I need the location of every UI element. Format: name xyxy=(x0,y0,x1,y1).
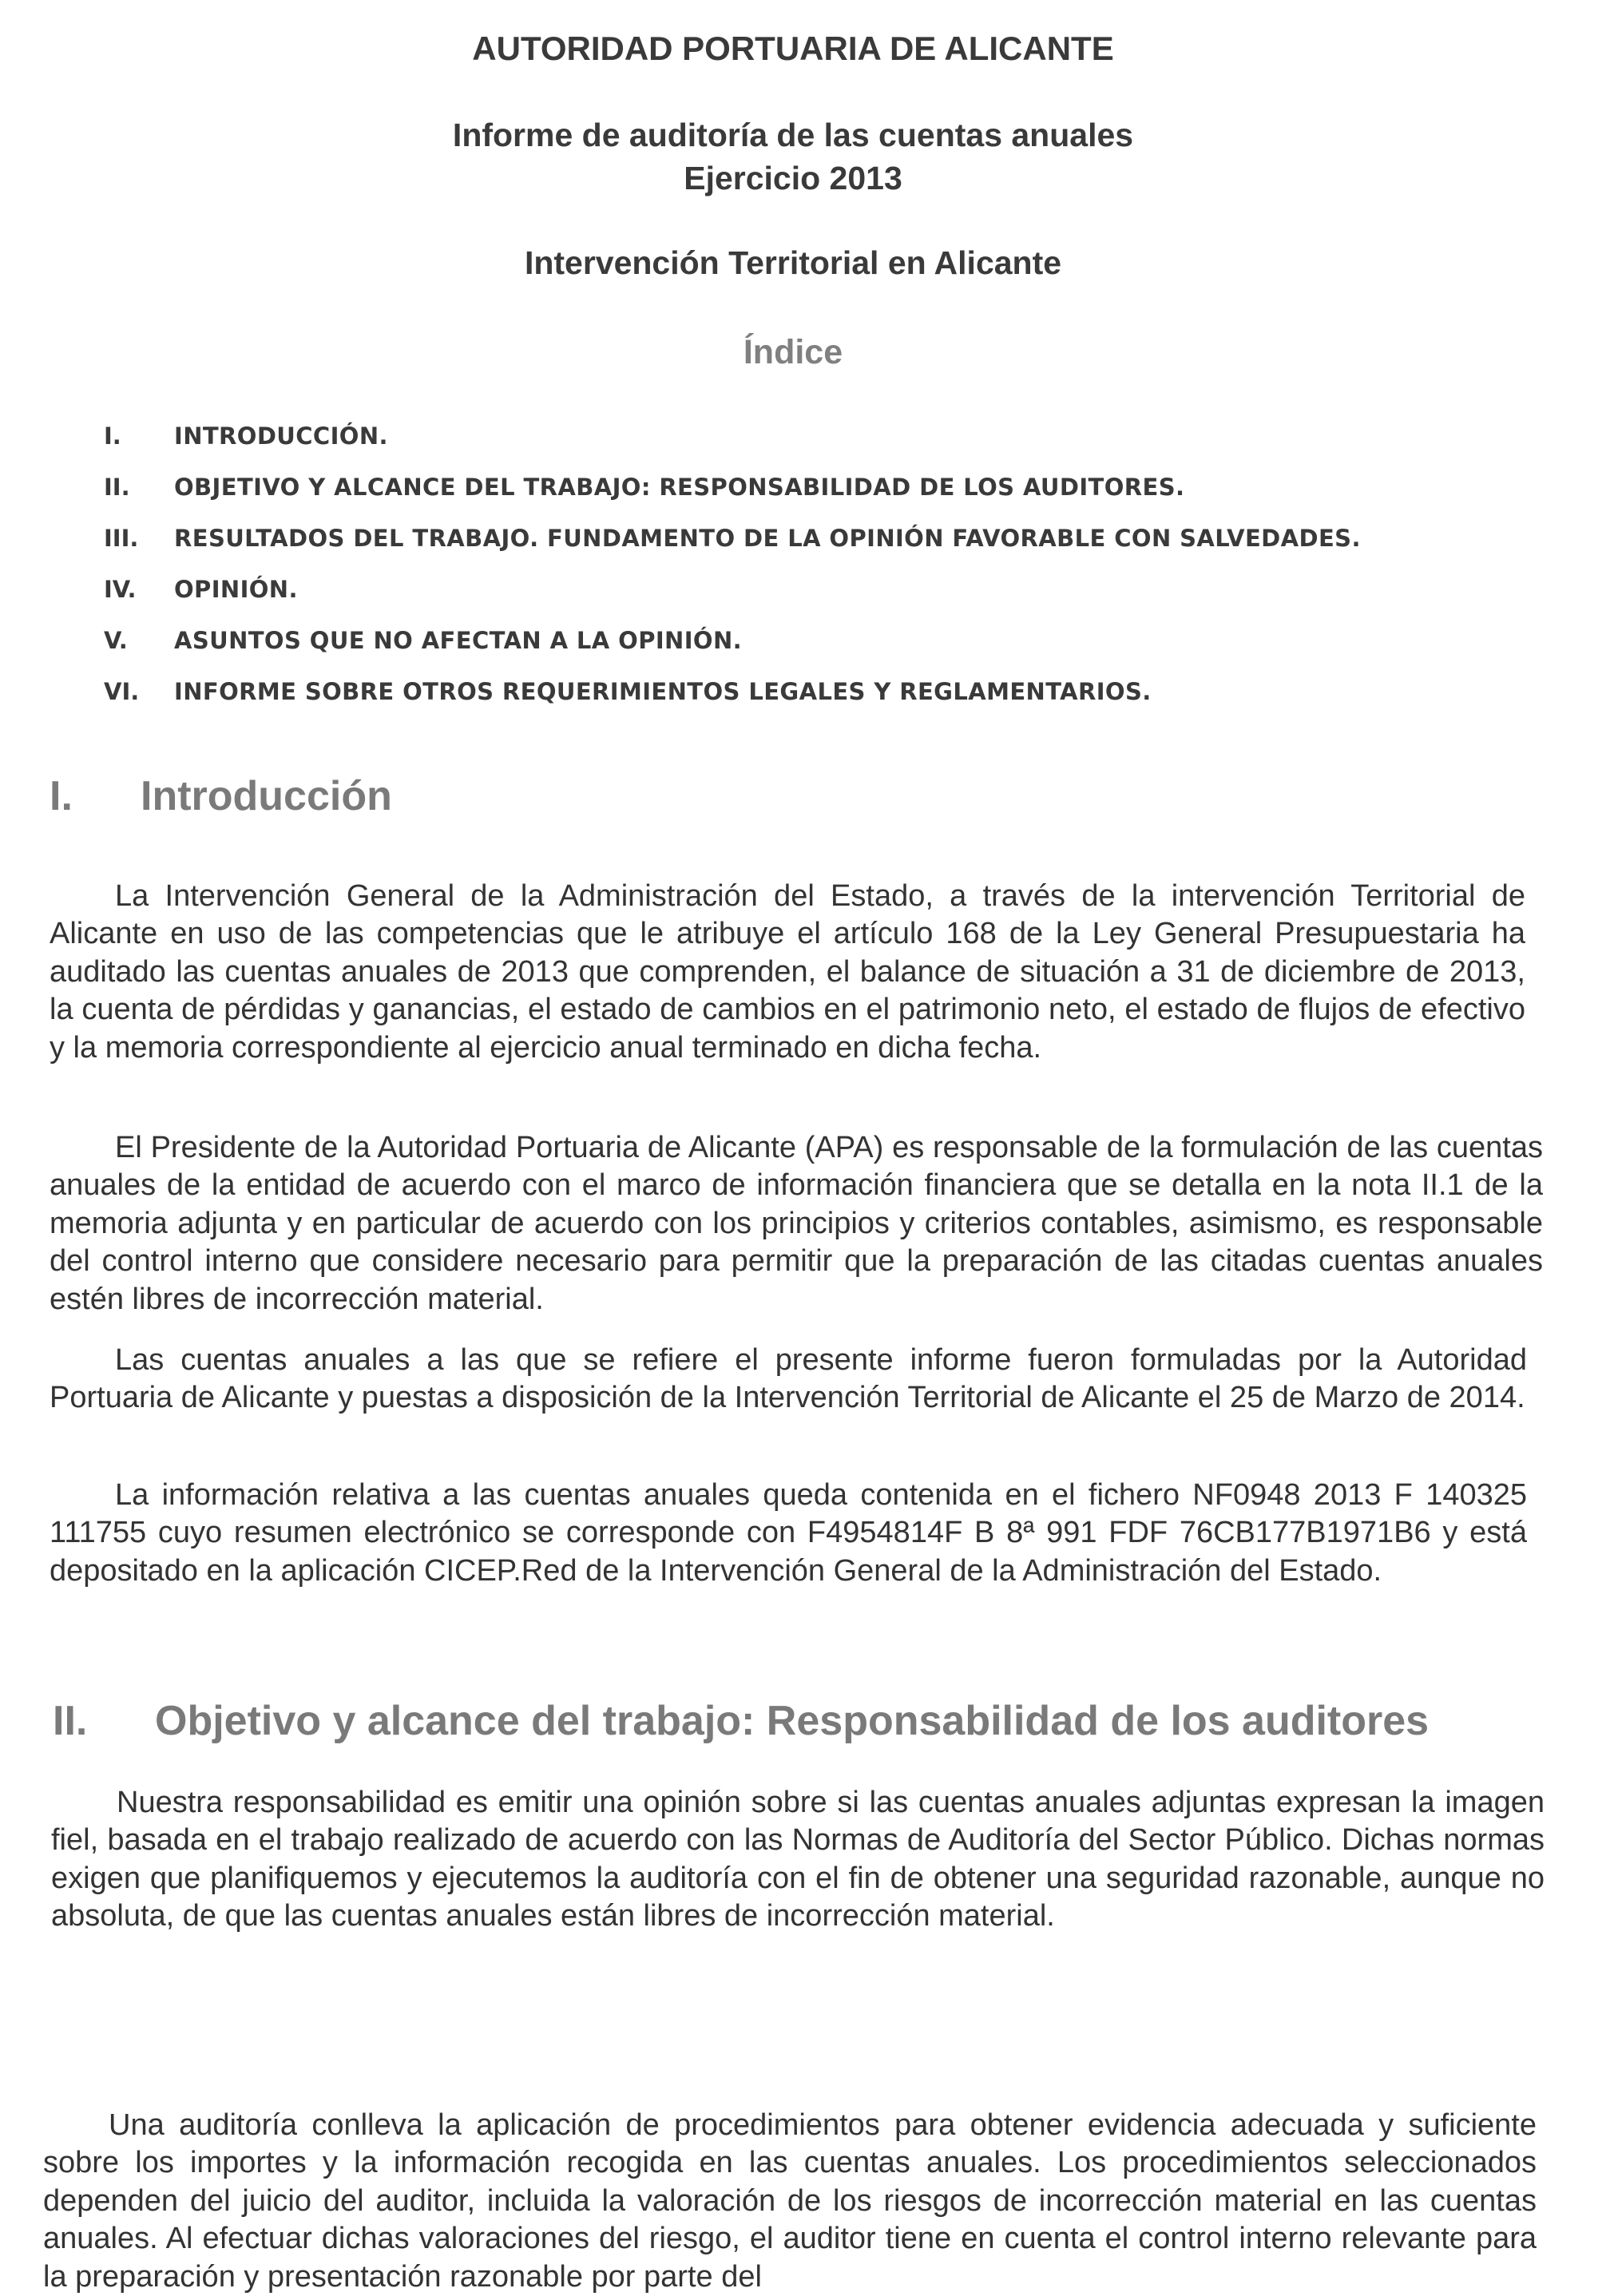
organization-heading: AUTORIDAD PORTUARIA DE ALICANTE xyxy=(472,30,1114,67)
index-title: Índice xyxy=(743,333,843,371)
toc-number: IV. xyxy=(104,576,137,603)
section-title: Objetivo y alcance del trabajo: Responsabilidad de los auditores xyxy=(155,1698,1430,1744)
section-number: II. xyxy=(53,1698,88,1744)
body-paragraph: Nuestra responsabilidad es emitir una opinión sobre si las cuentas anuales adjuntas expresan la imagen fiel, basada en el trabajo realizado de acuerdo con las Normas de Auditoría del Sector Público. Dichas normas exigen que planifiquemos y ejecutemos la auditoría con el fin de obtener una seguridad razonable, aunque no absoluta, de que las cuentas anuales están libres de incorrección material. xyxy=(51,1786,1545,1933)
toc-label: RESULTADOS DEL TRABAJO. FUNDAMENTO DE LA OPINIÓN FAVORABLE CON SALVEDADES. xyxy=(174,525,1361,552)
body-paragraph: Una auditoría conlleva la aplicación de procedimientos para obtener evidencia adecuada y suficiente sobre los importes y la información recogida en las cuentas anuales. Los procedimientos seleccionados dependen del juicio del auditor, incluida la valoración de los riesgos de incorrección material en las cuentas anuales. Al efectuar dichas valoraciones del riesgo, el auditor tiene en cuenta el control interno relevante para la preparación y presentación razonable por parte del xyxy=(43,2108,1537,2294)
section-number: I. xyxy=(50,773,73,819)
toc-number: VI. xyxy=(104,678,140,705)
toc-label: INFORME SOBRE OTROS REQUERIMIENTOS LEGALES Y REGLAMENTARIOS. xyxy=(174,678,1152,705)
toc-number: I. xyxy=(104,422,121,450)
toc-label: OBJETIVO Y ALCANCE DEL TRABAJO: RESPONSABILIDAD DE LOS AUDITORES. xyxy=(174,474,1185,501)
toc-number: II. xyxy=(104,474,130,501)
report-title: Informe de auditoría de las cuentas anuales xyxy=(452,117,1134,153)
toc-number: III. xyxy=(104,525,139,552)
section-title: Introducción xyxy=(141,773,392,819)
body-paragraph: La información relativa a las cuentas anuales queda contenida en el fichero NF0948 2013 F 140325 111755 cuyo resumen electrónico se corresponde con F4954814F B 8ª 991 FDF 76CB177B1971B6 y está depositado en la aplicación CICEP.Red de la Intervención General de la Administración del Estado. xyxy=(50,1478,1527,1588)
body-paragraph: La Intervención General de la Administración del Estado, a través de la intervención Territorial de Alicante en uso de las competencias que le atribuye el artículo 168 de la Ley General Presupuestaria ha auditado las cuentas anuales de 2013 que comprenden, el balance de situación a 31 de diciembre de 2013, la cuenta de pérdidas y ganancias, el estado de cambios en el patrimonio neto, el estado de flujos de efectivo y la memoria correspondiente al ejercicio anual terminado en dicha fecha. xyxy=(50,879,1525,1065)
body-paragraph: El Presidente de la Autoridad Portuaria de Alicante (APA) es responsable de la formulación de las cuentas anuales de la entidad de acuerdo con el marco de información financiera que se detalla en la nota II.1 de la memoria adjunta y en particular de acuerdo con los principios y criterios contables, asimismo, es responsable del control interno que considere necesario para permitir que la preparación de las citadas cuentas anuales estén libres de incorrección material. xyxy=(50,1131,1543,1316)
section-heading-introduccion xyxy=(50,771,392,821)
toc-label: ASUNTOS QUE NO AFECTAN A LA OPINIÓN. xyxy=(174,627,743,654)
fiscal-year: Ejercicio 2013 xyxy=(684,160,902,196)
body-paragraph: Las cuentas anuales a las que se refiere el presente informe fueron formuladas por la Autoridad Portuaria de Alicante y puestas a disposición de la Intervención Territorial de Alicante el 25 de Marzo de 2014. xyxy=(50,1343,1527,1415)
section-heading-objetivo xyxy=(53,1696,1429,1746)
toc-number: V. xyxy=(104,627,128,654)
toc-label: OPINIÓN. xyxy=(174,576,298,603)
toc-label: INTRODUCCIÓN. xyxy=(174,422,388,450)
office-heading: Intervención Territorial en Alicante xyxy=(524,244,1062,281)
